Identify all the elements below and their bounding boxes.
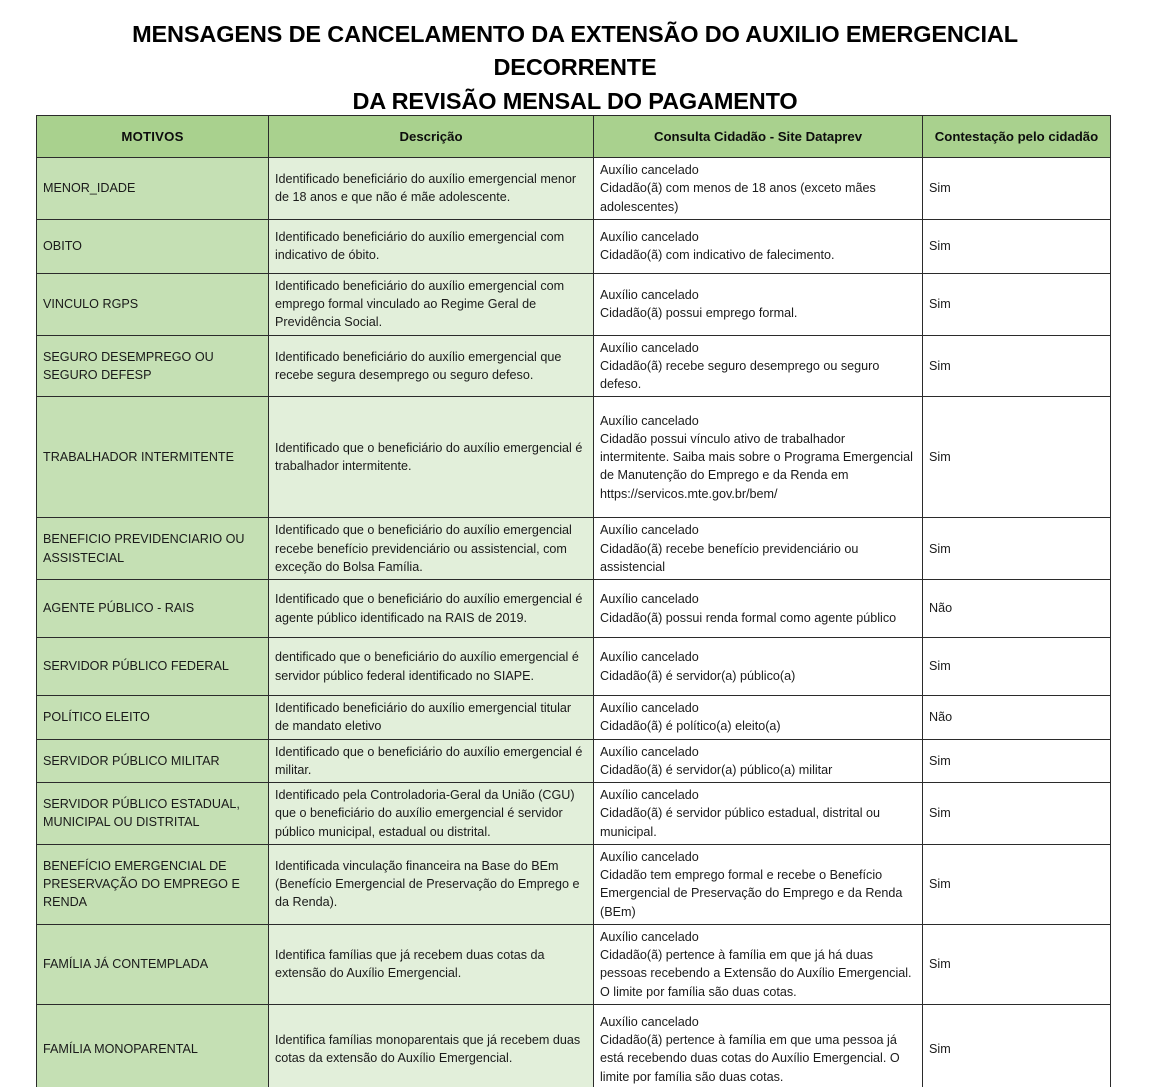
consulta-detail: Cidadão(ã) possui renda formal como agente público — [600, 610, 897, 625]
cancellation-messages-table-wrapper — [36, 115, 1110, 1087]
consulta-detail: Cidadão(ã) é político(a) eleito(a) — [600, 719, 781, 734]
table-row — [37, 580, 1111, 638]
consulta-status: Auxílio cancelado — [600, 701, 699, 715]
cell-consulta — [594, 580, 923, 638]
table-row — [37, 335, 1111, 397]
cell-consulta — [594, 1004, 923, 1087]
descricao-text: Identifica famílias monoparentais que já recebem duas cotas da extensão do Auxílio Emergencial. — [275, 1033, 581, 1066]
cell-contestacao: Sim — [923, 638, 1111, 696]
consulta-status: Auxílio cancelado — [600, 523, 699, 538]
descricao-text: dentificado que o beneficiário do auxílio emergencial é servidor público federal identificado no SIAPE. — [275, 650, 579, 683]
cell-consulta — [594, 273, 923, 335]
descricao-text: Identificado beneficiário do auxílio emergencial que recebe segura desemprego ou seguro defeso. — [275, 349, 562, 382]
page-title — [60, 0, 1090, 118]
cell-descricao — [269, 273, 594, 335]
descricao-text: Identificado que o beneficiário do auxílio emergencial recebe benefício previdenciário ou assistencial, com exceção do Bolsa Família. — [275, 523, 572, 574]
column-header-descricao: Descrição — [269, 116, 594, 158]
column-header-consulta-cidadao: Consulta Cidadão - Site Dataprev — [594, 116, 923, 158]
table-row — [37, 638, 1111, 696]
cell-contestacao: Sim — [923, 397, 1111, 518]
cell-descricao — [269, 397, 594, 518]
cell-motivo: OBITO — [37, 219, 269, 273]
cell-motivo: VINCULO RGPS — [37, 273, 269, 335]
consulta-detail: Cidadão(ã) recebe benefício previdenciário ou assistencial — [600, 541, 859, 574]
consulta-status: Auxílio cancelado — [600, 744, 699, 759]
descricao-text: Identificado beneficiário do auxílio emergencial com emprego formal vinculado ao Regime Geral de Previdência Social. — [275, 278, 565, 330]
descricao-text: Identificado beneficiário do auxílio emergencial com indicativo de óbito. — [275, 230, 565, 263]
cell-motivo: MENOR_IDADE — [37, 158, 269, 220]
cell-descricao — [269, 924, 594, 1004]
page-title-line-2: DA REVISÃO MENSAL DO PAGAMENTO — [352, 87, 798, 114]
cell-consulta — [594, 397, 923, 518]
cell-consulta — [594, 739, 923, 783]
descricao-text: Identificado que o beneficiário do auxílio emergencial é trabalhador intermitente. — [275, 441, 583, 474]
cell-consulta — [594, 844, 923, 924]
cell-contestacao: Sim — [923, 783, 1111, 845]
column-header-motivos: MOTIVOS — [37, 116, 269, 158]
cell-descricao — [269, 1004, 594, 1087]
cell-motivo: BENEFICIO PREVIDENCIARIO OU ASSISTECIAL — [37, 518, 269, 580]
cell-motivo: FAMÍLIA JÁ CONTEMPLADA — [37, 924, 269, 1004]
cell-motivo: POLÍTICO ELEITO — [37, 696, 269, 740]
cell-consulta — [594, 696, 923, 740]
cell-motivo: BENEFÍCIO EMERGENCIAL DE PRESERVAÇÃO DO EMPREGO E RENDA — [37, 844, 269, 924]
cancellation-messages-table — [36, 115, 1111, 1087]
descricao-text: Identificado beneficiário do auxílio emergencial titular de mandato eletivo — [275, 701, 572, 734]
descricao-text: Identificado que o beneficiário do auxílio emergencial é militar. — [275, 744, 583, 777]
cell-contestacao: Sim — [923, 844, 1111, 924]
consulta-status: Auxílio cancelado — [600, 929, 699, 944]
page-title-line-1: MENSAGENS DE CANCELAMENTO DA EXTENSÃO DO AUXILIO EMERGENCIAL DECORRENTE — [132, 21, 1018, 81]
consulta-detail: Cidadão(ã) com menos de 18 anos (exceto mães adolescentes) — [600, 181, 876, 214]
consulta-status: Auxílio cancelado — [600, 650, 699, 665]
consulta-detail: Cidadão(ã) é servidor(a) público(a) militar — [600, 762, 833, 777]
consulta-detail: Cidadão(ã) com indicativo de falecimento. — [600, 248, 835, 263]
consulta-status: Auxílio cancelado — [600, 592, 699, 607]
cell-consulta — [594, 219, 923, 273]
consulta-status: Auxílio cancelado — [600, 849, 699, 864]
table-row — [37, 739, 1111, 783]
consulta-detail: Cidadão(ã) recebe seguro desemprego ou seguro defeso. — [600, 358, 880, 391]
consulta-detail: Cidadão(ã) possui emprego formal. — [600, 306, 798, 321]
cell-descricao — [269, 739, 594, 783]
consulta-status: Auxílio cancelado — [600, 340, 699, 355]
descricao-text: Identificado que o beneficiário do auxílio emergencial é agente público identificado na RAIS de 2019. — [275, 592, 583, 625]
consulta-detail: Cidadão(ã) é servidor(a) público(a) — [600, 668, 796, 683]
cell-consulta — [594, 638, 923, 696]
cell-descricao — [269, 335, 594, 397]
descricao-text: Identifica famílias que já recebem duas cotas da extensão do Auxílio Emergencial. — [275, 948, 545, 981]
table-row — [37, 924, 1111, 1004]
consulta-detail: Cidadão possui vínculo ativo de trabalhador intermitente. Saiba mais sobre o Programa Emergencial de Manutenção do Emprego e da Renda em https://servicos.mte.gov.br/bem/ — [600, 431, 913, 501]
consulta-status: Auxílio cancelado — [600, 230, 699, 244]
cell-motivo: TRABALHADOR INTERMITENTE — [37, 397, 269, 518]
cell-motivo: SEGURO DESEMPREGO OU SEGURO DEFESP — [37, 335, 269, 397]
cell-motivo: SERVIDOR PÚBLICO FEDERAL — [37, 638, 269, 696]
cell-contestacao: Sim — [923, 219, 1111, 273]
table-row — [37, 219, 1111, 273]
consulta-detail: Cidadão(ã) pertence à família em que uma pessoa já está recebendo duas cotas do Auxílio Emergencial. O limite por família são duas cotas. — [600, 1033, 900, 1084]
descricao-text: Identificado beneficiário do auxílio emergencial menor de 18 anos e que não é mãe adolescente. — [275, 172, 577, 205]
table-row — [37, 273, 1111, 335]
consulta-status: Auxílio cancelado — [600, 163, 699, 177]
cell-motivo: AGENTE PÚBLICO - RAIS — [37, 580, 269, 638]
consulta-status: Auxílio cancelado — [600, 788, 699, 802]
cell-descricao — [269, 783, 594, 845]
cell-contestacao: Sim — [923, 273, 1111, 335]
consulta-status: Auxílio cancelado — [600, 1014, 699, 1029]
cell-motivo: SERVIDOR PÚBLICO MILITAR — [37, 739, 269, 783]
descricao-text: Identificada vinculação financeira na Base do BEm (Benefício Emergencial de Preservação do Emprego e da Renda). — [275, 858, 580, 910]
cell-descricao — [269, 696, 594, 740]
cell-consulta — [594, 518, 923, 580]
consulta-status: Auxílio cancelado — [600, 413, 699, 428]
descricao-text: Identificado pela Controladoria-Geral da União (CGU) que o beneficiário do auxílio emergencial é servidor público municipal, estadual ou distrital. — [275, 788, 575, 839]
cell-contestacao: Sim — [923, 158, 1111, 220]
cell-descricao — [269, 518, 594, 580]
cell-descricao — [269, 580, 594, 638]
cell-consulta — [594, 335, 923, 397]
cell-descricao — [269, 638, 594, 696]
cell-contestacao: Sim — [923, 924, 1111, 1004]
consulta-detail: Cidadão(ã) é servidor público estadual, distrital ou municipal. — [600, 806, 881, 839]
cell-contestacao: Sim — [923, 518, 1111, 580]
table-row — [37, 844, 1111, 924]
consulta-detail: Cidadão tem emprego formal e recebe o Benefício Emergencial de Preservação do Emprego e da Renda (BEm) — [600, 868, 903, 919]
table-row — [37, 783, 1111, 845]
table-header — [37, 116, 1111, 158]
cell-motivo: FAMÍLIA MONOPARENTAL — [37, 1004, 269, 1087]
consulta-detail: Cidadão(ã) pertence à família em que já há duas pessoas recebendo a Extensão do Auxílio Emergencial. O limite por família são duas cotas. — [600, 948, 912, 999]
cell-contestacao: Sim — [923, 1004, 1111, 1087]
table-row — [37, 518, 1111, 580]
column-header-contestacao: Contestação pelo cidadão — [923, 116, 1111, 158]
cell-consulta — [594, 783, 923, 845]
cell-descricao — [269, 158, 594, 220]
cell-contestacao: Sim — [923, 335, 1111, 397]
table-body — [37, 158, 1111, 1087]
cell-contestacao: Não — [923, 696, 1111, 740]
cell-consulta — [594, 158, 923, 220]
cell-motivo: SERVIDOR PÚBLICO ESTADUAL, MUNICIPAL OU DISTRITAL — [37, 783, 269, 845]
cell-contestacao: Não — [923, 580, 1111, 638]
cell-descricao — [269, 219, 594, 273]
table-row — [37, 397, 1111, 518]
cell-descricao — [269, 844, 594, 924]
consulta-status: Auxílio cancelado — [600, 287, 699, 302]
cell-consulta — [594, 924, 923, 1004]
table-row — [37, 158, 1111, 220]
table-row — [37, 1004, 1111, 1087]
table-row — [37, 696, 1111, 740]
table-header-row — [37, 116, 1111, 158]
cell-contestacao: Sim — [923, 739, 1111, 783]
